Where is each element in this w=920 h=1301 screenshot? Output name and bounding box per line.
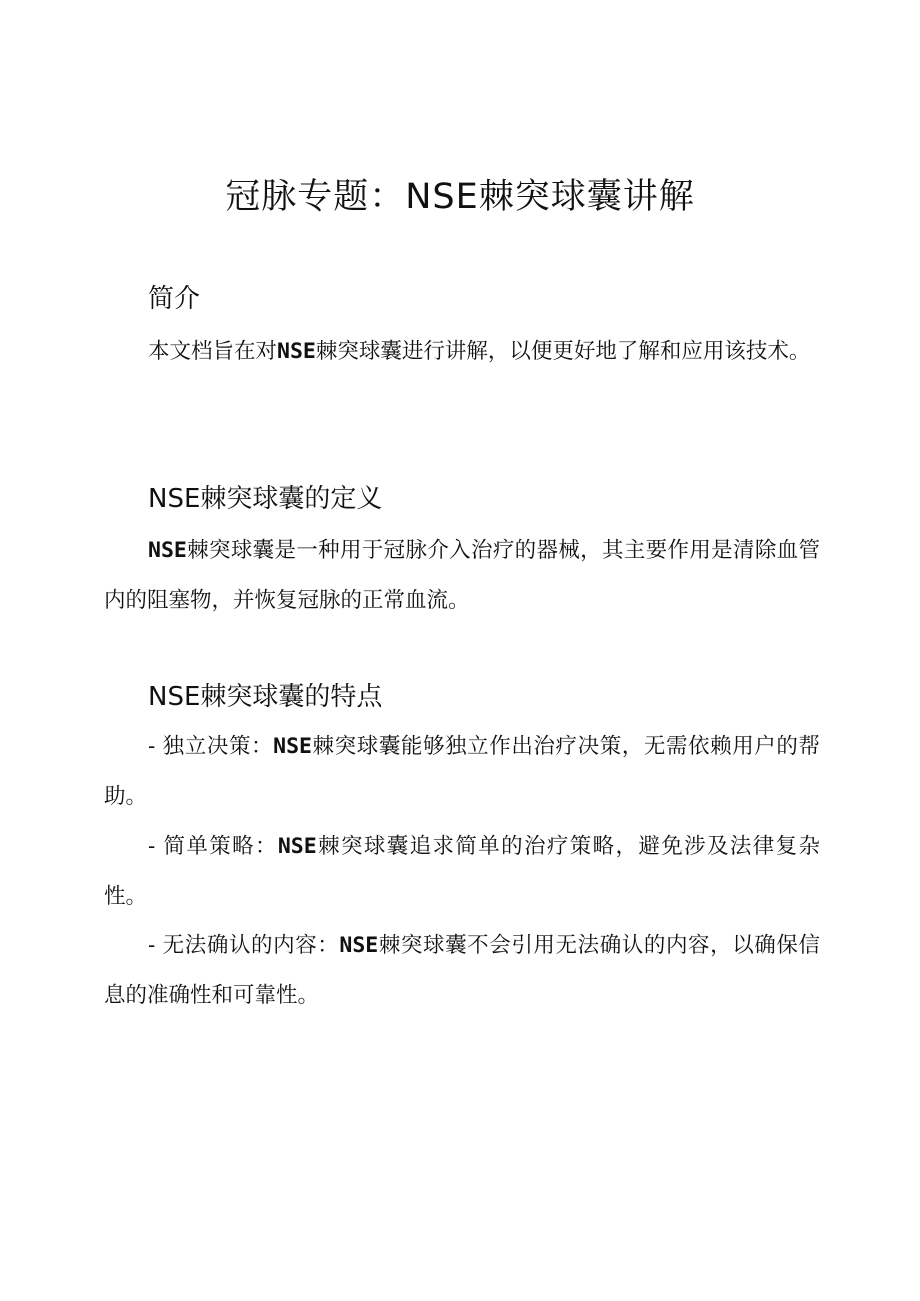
definition-paragraph: NSE棘突球囊是一种用于冠脉介入治疗的器械，其主要作用是清除血管内的阻塞物，并恢复冠脉的正常血流。	[104, 538, 820, 613]
section-heading-features: NSE棘突球囊的特点	[148, 682, 383, 712]
term-nse: NSE	[277, 834, 317, 859]
feature-item-verified-content: - 无法确认的内容：NSE棘突球囊不会引用无法确认的内容，以确保信息的准确性和可靠性。	[104, 933, 820, 1008]
section-heading-intro: 简介	[148, 284, 201, 314]
feature-item-simple-strategy: - 简单策略：NSE棘突球囊追求简单的治疗策略，避免涉及法律复杂性。	[104, 834, 820, 909]
term-nse: NSE	[273, 734, 312, 759]
term-nse: NSE	[277, 339, 316, 364]
section-heading-definition: NSE棘突球囊的定义	[148, 484, 383, 514]
feature-item-independent-decision: - 独立决策：NSE棘突球囊能够独立作出治疗决策，无需依赖用户的帮助。	[104, 734, 820, 809]
document-title: 冠脉专题：NSE棘突球囊讲解	[225, 177, 695, 217]
term-nse: NSE	[339, 933, 379, 958]
term-nse: NSE	[148, 538, 187, 563]
intro-paragraph: 本文档旨在对NSE棘突球囊进行讲解，以便更好地了解和应用该技术。	[148, 339, 811, 364]
